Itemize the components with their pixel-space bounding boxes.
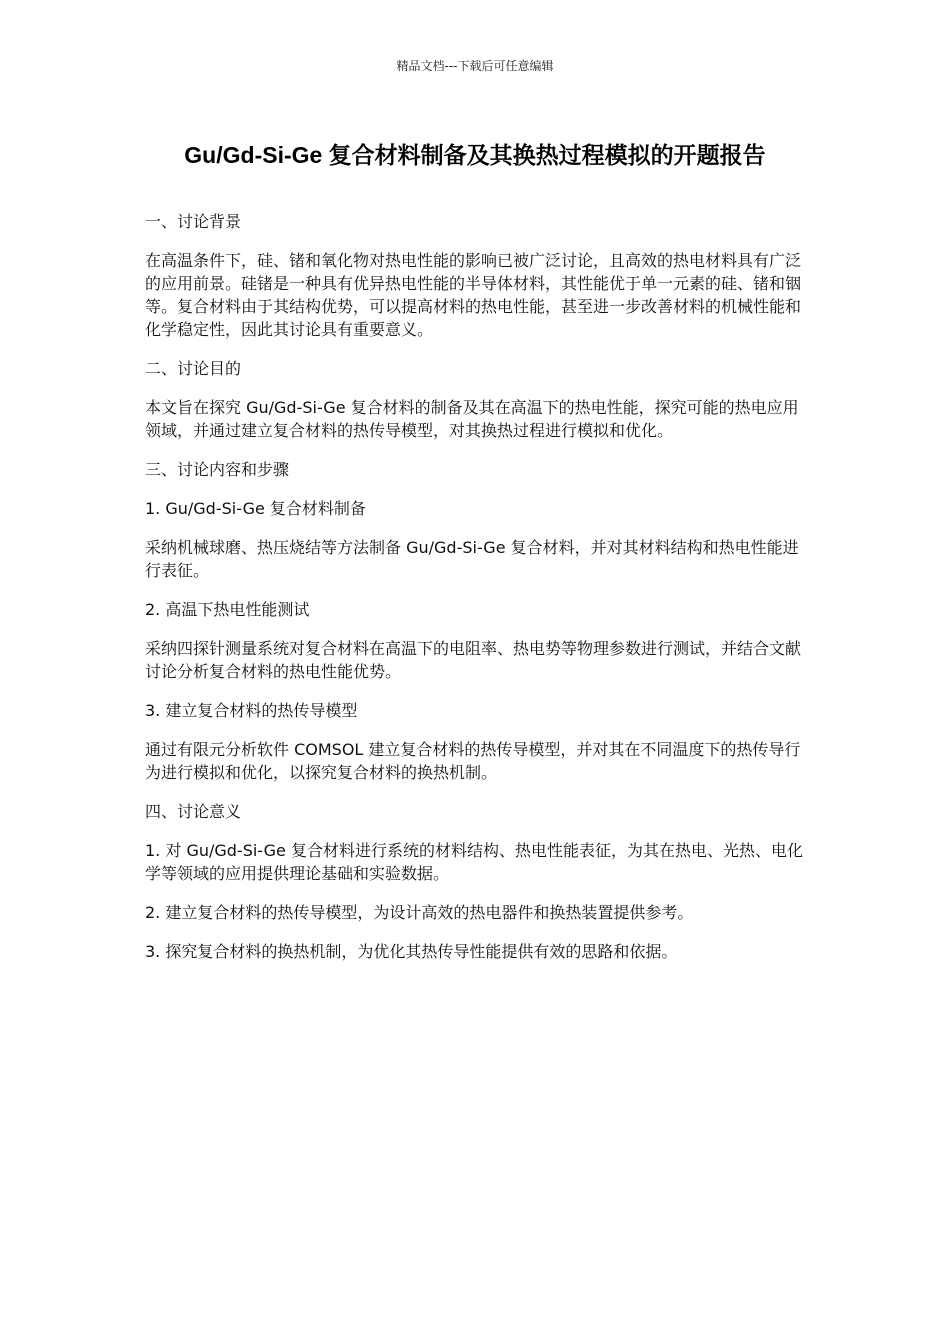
subheading-preparation: 1. Gu/Gd-Si-Ge 复合材料制备 bbox=[145, 499, 366, 518]
document-body bbox=[145, 210, 810, 979]
paragraph-background: 在高温条件下，硅、锗和氧化物对热电性能的影响已被广泛讨论，且高效的热电材料具有广泛的应用前景。硅锗是一种具有优异热电性能的半导体材料，其性能优于单一元素的硅、锗和铟等。复合材料由于其结构优势，可以提高材料的热电性能，甚至进一步改善材料的机械性能和化学稳定性，因此其讨论具有重要意义。 bbox=[145, 251, 802, 339]
page-title: Gu/Gd-Si-Ge 复合材料制备及其换热过程模拟的开题报告 bbox=[184, 142, 766, 168]
header-note: 精品文档---下载后可任意编辑 bbox=[396, 59, 554, 73]
paragraph-preparation: 采纳机械球磨、热压烧结等方法制备 Gu/Gd-Si-Ge 复合材料，并对其材料结构和热电性能进行表征。 bbox=[145, 538, 799, 580]
section-heading-purpose: 二、讨论目的 bbox=[145, 359, 242, 378]
subheading-high-temp-test: 2. 高温下热电性能测试 bbox=[145, 600, 310, 619]
section-heading-significance: 四、讨论意义 bbox=[145, 802, 242, 821]
section-heading-background: 一、讨论背景 bbox=[145, 212, 242, 231]
section-heading-content-steps: 三、讨论内容和步骤 bbox=[145, 460, 290, 479]
paragraph-purpose: 本文旨在探究 Gu/Gd-Si-Ge 复合材料的制备及其在高温下的热电性能，探究可能的热电应用领域，并通过建立复合材料的热传导模型，对其换热过程进行模拟和优化。 bbox=[145, 398, 799, 440]
paragraph-high-temp-test: 采纳四探针测量系统对复合材料在高温下的电阻率、热电势等物理参数进行测试，并结合文献讨论分析复合材料的热电性能优势。 bbox=[145, 639, 802, 681]
significance-item-2: 2. 建立复合材料的热传导模型，为设计高效的热电器件和换热装置提供参考。 bbox=[145, 903, 694, 922]
significance-item-3: 3. 探究复合材料的换热机制，为优化其热传导性能提供有效的思路和依据。 bbox=[145, 942, 678, 961]
significance-item-1: 1. 对 Gu/Gd-Si-Ge 复合材料进行系统的材料结构、热电性能表征，为其在热电、光热、电化学等领域的应用提供理论基础和实验数据。 bbox=[145, 841, 803, 883]
paragraph-heat-model: 通过有限元分析软件 COMSOL 建立复合材料的热传导模型，并对其在不同温度下的热传导行为进行模拟和优化，以探究复合材料的换热机制。 bbox=[145, 740, 801, 782]
subheading-heat-model: 3. 建立复合材料的热传导模型 bbox=[145, 701, 358, 720]
